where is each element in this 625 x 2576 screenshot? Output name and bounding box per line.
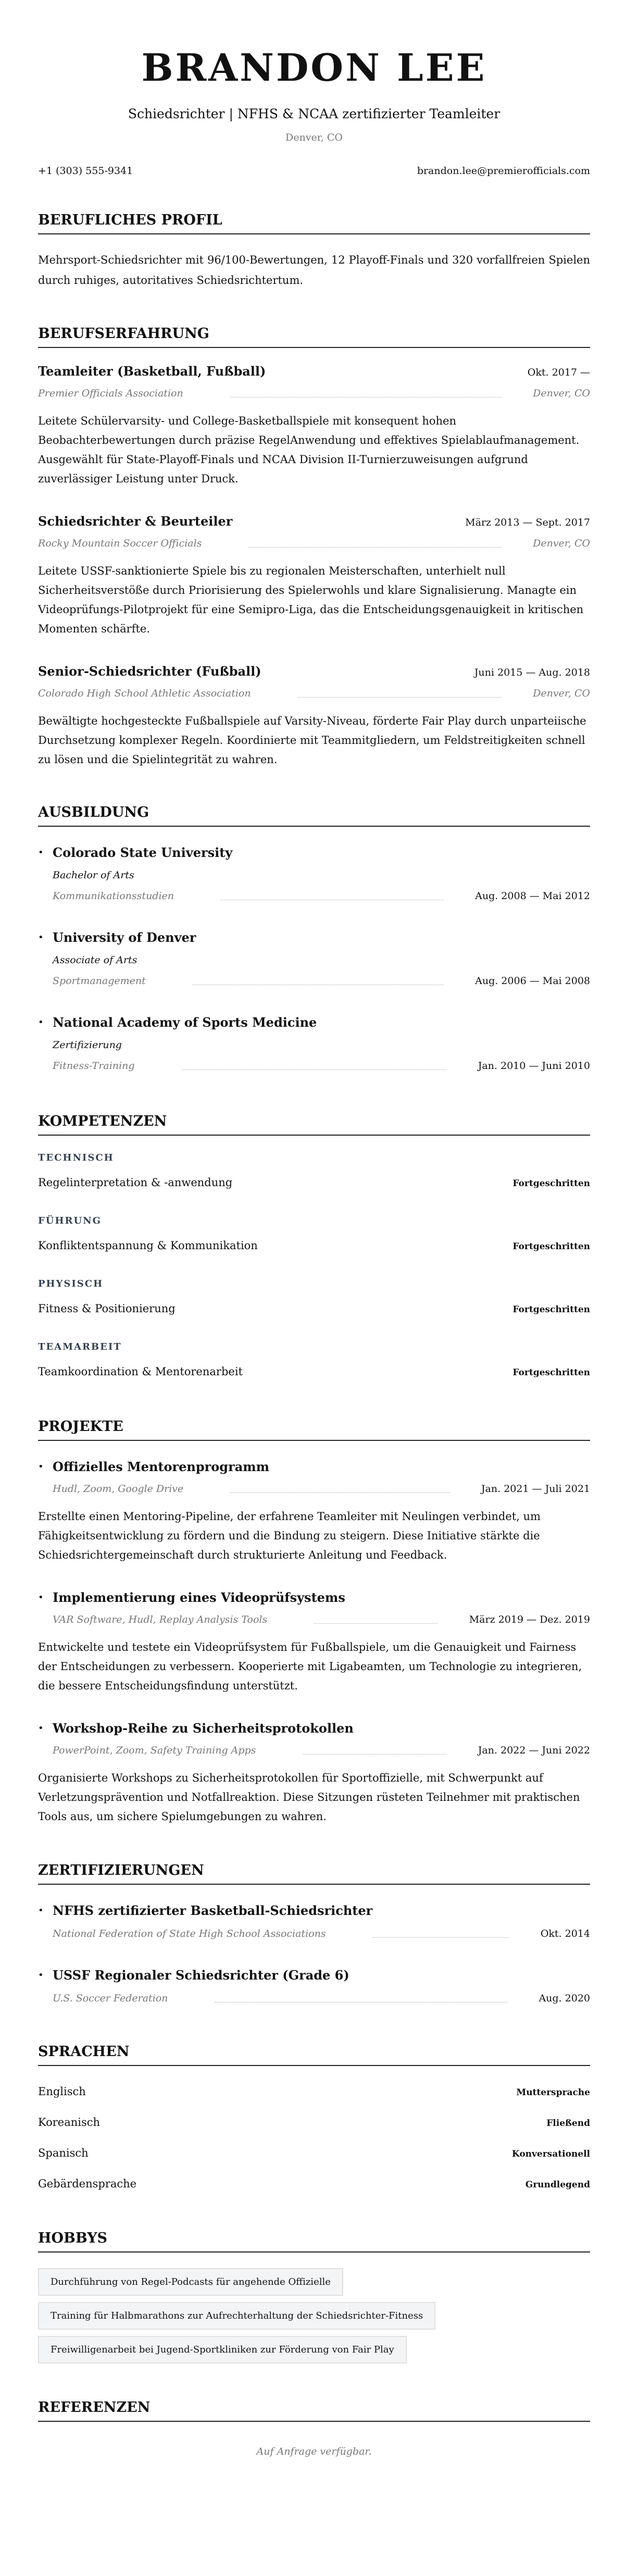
education-meta	[38, 1059, 590, 1073]
resume-page	[0, 45, 625, 2459]
job-entry	[38, 363, 590, 489]
bullet-icon: •	[38, 1592, 44, 1603]
bullet-icon: •	[38, 1905, 44, 1916]
certification-entry	[38, 1902, 590, 1941]
dotted-leader	[182, 1069, 447, 1070]
skill-row	[38, 1301, 590, 1317]
section-title: HOBBYS	[38, 2230, 590, 2253]
certification-header	[38, 1967, 590, 1984]
education-date: Aug. 2008 — Mai 2012	[475, 890, 590, 902]
references-text: Auf Anfrage verfügbar.	[256, 2446, 372, 2457]
job-title: Schiedsrichter & Beurteiler	[38, 514, 233, 529]
section-title: AUSBILDUNG	[38, 804, 590, 827]
section-title: PROJEKTE	[38, 1418, 590, 1441]
bullet-icon: •	[38, 932, 44, 943]
projects-section	[38, 1418, 590, 1826]
skill-level: Fortgeschritten	[512, 1304, 590, 1315]
education-entry	[38, 844, 590, 903]
dotted-leader	[298, 697, 502, 698]
job-meta	[38, 536, 590, 551]
language-name: Gebärdensprache	[38, 2177, 137, 2190]
language-row	[38, 2145, 590, 2162]
section-title: REFERENZEN	[38, 2399, 590, 2422]
language-name: Englisch	[38, 2085, 86, 2098]
education-section	[38, 804, 590, 1073]
phone-number[interactable]: +1 (303) 555-9341	[38, 165, 133, 177]
job-description: Bewältigte hochgesteckte Fußballspiele auf Varsity-Niveau, förderte Fair Play durch unparteiische Durchsetzung komplexer Regeln. Koordinierte mit Teammitgliedern, um Feldstreitigkeiten schnell zu lösen und die Spielintegrität zu wahren.	[38, 715, 586, 766]
references-section	[38, 2399, 590, 2459]
project-entry	[38, 1720, 590, 1826]
skill-level: Fortgeschritten	[512, 1178, 590, 1189]
bullet-icon: •	[38, 1970, 44, 1981]
project-meta	[38, 1482, 590, 1496]
hobby-tag: Training für Halbmarathons zur Aufrechterhaltung der Schiedsrichter-Fitness	[38, 2302, 435, 2330]
contact-row	[38, 164, 590, 178]
section-title: BERUFSERFAHRUNG	[38, 325, 590, 348]
job-header	[38, 363, 590, 380]
job-header	[38, 663, 590, 680]
education-entry	[38, 1014, 590, 1073]
skill-level: Fortgeschritten	[512, 1241, 590, 1252]
skill-name: Teamkoordination & Mentorenarbeit	[38, 1365, 243, 1378]
degree-name: Associate of Arts	[53, 954, 138, 966]
resume-header	[38, 45, 590, 178]
language-level: Konversationell	[511, 2149, 590, 2159]
skill-row	[38, 1238, 590, 1254]
certification-title: USSF Regionaler Schiedsrichter (Grade 6)	[53, 1968, 349, 1983]
project-tech: Hudl, Zoom, Google Drive	[53, 1483, 184, 1495]
skill-row	[38, 1175, 590, 1191]
certifications-section	[38, 1862, 590, 2006]
language-row	[38, 2176, 590, 2193]
job-location: Denver, CO	[533, 388, 590, 399]
profile-text: Mehrsport-Schiedsrichter mit 96/100-Bewertungen, 12 Playoff-Finals und 320 vorfallfreien Spielen durch ruhiges, autoritatives Schiedsrichtertum.	[38, 254, 590, 287]
dotted-leader	[230, 1492, 450, 1493]
candidate-subtitle: Schiedsrichter | NFHS & NCAA zertifizierter Teamleiter	[128, 106, 501, 121]
field-of-study: Kommunikationsstudien	[53, 890, 174, 902]
project-description: Erstellte einen Mentoring-Pipeline, der erfahrene Teamleiter mit Neulingen verbindet, um Fähigkeitsentwicklung zu fördern und die Bindung zu steigern. Diese Initiative stärkte die Schiedsrichtergemeinschaft durch strukturierte Anleitung und Feedback.	[38, 1510, 541, 1561]
hobbies-section	[38, 2230, 590, 2363]
candidate-location: Denver, CO	[285, 132, 343, 143]
bullet-icon: •	[38, 1723, 44, 1734]
degree-name: Bachelor of Arts	[53, 869, 134, 881]
hobby-tag: Freiwilligenarbeit bei Jugend-Sportkliniken zur Förderung von Fair Play	[38, 2336, 407, 2363]
project-header	[38, 1589, 590, 1606]
dotted-leader	[373, 1937, 509, 1938]
project-description: Entwickelte und testete ein Videoprüfsystem für Fußballspiele, um die Genauigkeit und Fairness der Entscheidungen zu verbessern. Kooperierte mit Ligabeamten, um Technologie zu integrieren, die bessere Entscheidungsfindung unterstützt.	[38, 1641, 582, 1692]
job-location: Denver, CO	[533, 538, 590, 549]
skill-name: Konfliktentspannung & Kommunikation	[38, 1239, 258, 1252]
project-date: Jan. 2022 — Juni 2022	[478, 1745, 590, 1756]
project-meta	[38, 1612, 590, 1627]
candidate-name: BRANDON LEE	[141, 45, 487, 90]
education-header	[38, 929, 590, 946]
language-level: Muttersprache	[516, 2087, 590, 2098]
education-header	[38, 844, 590, 861]
school-name: Colorado State University	[53, 845, 233, 860]
language-row	[38, 2114, 590, 2131]
project-header	[38, 1459, 590, 1475]
education-meta	[38, 889, 590, 903]
hobby-tag: Durchführung von Regel-Podcasts für angehende Offizielle	[38, 2268, 343, 2296]
skill-category: TEAMARBEIT	[38, 1341, 122, 1352]
skill-category: FÜHRUNG	[38, 1215, 102, 1226]
dotted-leader	[314, 1623, 438, 1624]
language-name: Spanisch	[38, 2147, 89, 2159]
job-meta	[38, 386, 590, 401]
bullet-icon: •	[38, 1461, 44, 1472]
job-date: Okt. 2017 —	[527, 367, 590, 378]
skill-name: Regelinterpretation & -anwendung	[38, 1176, 233, 1189]
certification-meta	[38, 1926, 590, 1941]
experience-section	[38, 325, 590, 769]
section-title: KOMPETENZEN	[38, 1113, 590, 1136]
profile-section	[38, 211, 590, 291]
education-date: Jan. 2010 — Juni 2010	[478, 1060, 590, 1072]
certification-date: Okt. 2014	[540, 1928, 590, 1939]
certification-issuer: U.S. Soccer Federation	[53, 1993, 168, 2004]
job-description: Leitete Schülervarsity- und College-Basketballspiele mit konsequent hohen Beobachterbewertungen durch präzise RegelAnwendung und effektives Spielablaufmanagement. Ausgewählt für State-Playoff-Finals und NCAA Division II-Turnierzuweisungen aufgrund zuverlässiger Leistung unter Druck.	[38, 415, 580, 485]
job-date: Juni 2015 — Aug. 2018	[474, 667, 590, 678]
skill-category: PHYSISCH	[38, 1278, 104, 1289]
certification-header	[38, 1902, 590, 1919]
project-entry	[38, 1459, 590, 1565]
job-title: Senior-Schiedsrichter (Fußball)	[38, 664, 261, 679]
certification-date: Aug. 2020	[539, 1993, 590, 2004]
job-location: Denver, CO	[533, 688, 590, 699]
project-date: März 2019 — Dez. 2019	[469, 1614, 590, 1625]
school-name: University of Denver	[53, 930, 196, 945]
certification-entry	[38, 1967, 590, 2006]
language-row	[38, 2084, 590, 2100]
project-tech: VAR Software, Hudl, Replay Analysis Tools	[53, 1614, 268, 1625]
certification-issuer: National Federation of State High School Associations	[53, 1928, 326, 1939]
section-title: ZERTIFIZIERUNGEN	[38, 1862, 590, 1885]
project-date: Jan. 2021 — Juli 2021	[481, 1483, 590, 1495]
bullet-icon: •	[38, 847, 44, 858]
job-entry	[38, 663, 590, 769]
degree-name: Zertifizierung	[53, 1039, 122, 1051]
education-header	[38, 1014, 590, 1031]
field-of-study: Fitness-Training	[53, 1060, 135, 1072]
skills-section	[38, 1113, 590, 1380]
language-name: Koreanisch	[38, 2116, 101, 2129]
project-header	[38, 1720, 590, 1737]
job-entry	[38, 513, 590, 639]
language-level: Grundlegend	[525, 2180, 590, 2190]
project-description: Organisierte Workshops zu Sicherheitsprotokollen für Sportoffizielle, mit Schwerpunkt auf Verletzungsprävention und Notfallreaktion. Diese Sitzungen rüsteten Teilnehmer mit praktischen Tools aus, um sichere Spielumgebungen zu wahren.	[38, 1772, 580, 1823]
education-meta	[38, 974, 590, 988]
certification-title: NFHS zertifizierter Basketball-Schiedsrichter	[53, 1903, 373, 1918]
education-entry	[38, 929, 590, 988]
section-title: BERUFLICHES PROFIL	[38, 211, 590, 234]
company-name: Rocky Mountain Soccer Officials	[38, 538, 202, 549]
project-title: Offizielles Mentorenprogramm	[53, 1459, 270, 1474]
job-header	[38, 513, 590, 530]
school-name: National Academy of Sports Medicine	[53, 1015, 317, 1030]
job-title: Teamleiter (Basketball, Fußball)	[38, 364, 266, 379]
job-meta	[38, 686, 590, 701]
skill-category: TECHNISCH	[38, 1152, 114, 1163]
project-title: Workshop-Reihe zu Sicherheitsprotokollen	[53, 1721, 354, 1736]
email-address[interactable]: brandon.lee@premierofficials.com	[417, 165, 590, 177]
company-name: Premier Officials Association	[38, 388, 183, 399]
project-meta	[38, 1743, 590, 1758]
project-title: Implementierung eines Videoprüfsystems	[53, 1590, 345, 1605]
company-name: Colorado High School Athletic Association	[38, 688, 251, 699]
skill-name: Fitness & Positionierung	[38, 1302, 176, 1315]
project-entry	[38, 1589, 590, 1696]
field-of-study: Sportmanagement	[53, 975, 146, 987]
education-date: Aug. 2006 — Mai 2008	[475, 975, 590, 987]
skill-row	[38, 1364, 590, 1380]
language-level: Fließend	[546, 2118, 590, 2129]
languages-section	[38, 2043, 590, 2193]
skill-level: Fortgeschritten	[512, 1367, 590, 1378]
bullet-icon: •	[38, 1017, 44, 1028]
section-title: SPRACHEN	[38, 2043, 590, 2066]
job-date: März 2013 — Sept. 2017	[465, 517, 590, 528]
certification-meta	[38, 1991, 590, 2006]
project-tech: PowerPoint, Zoom, Safety Training Apps	[53, 1745, 256, 1756]
job-description: Leitete USSF-sanktionierte Spiele bis zu regionalen Meisterschaften, unterhielt null Sicherheitsverstöße durch Priorisierung des Spielerwohls und klare Signalisierung. Managte ein Videoprüfungs-Pilotprojekt für eine Semipro-Liga, das die Entscheidungsgenauigkeit in kritischen Momenten schärfte.	[38, 565, 584, 635]
